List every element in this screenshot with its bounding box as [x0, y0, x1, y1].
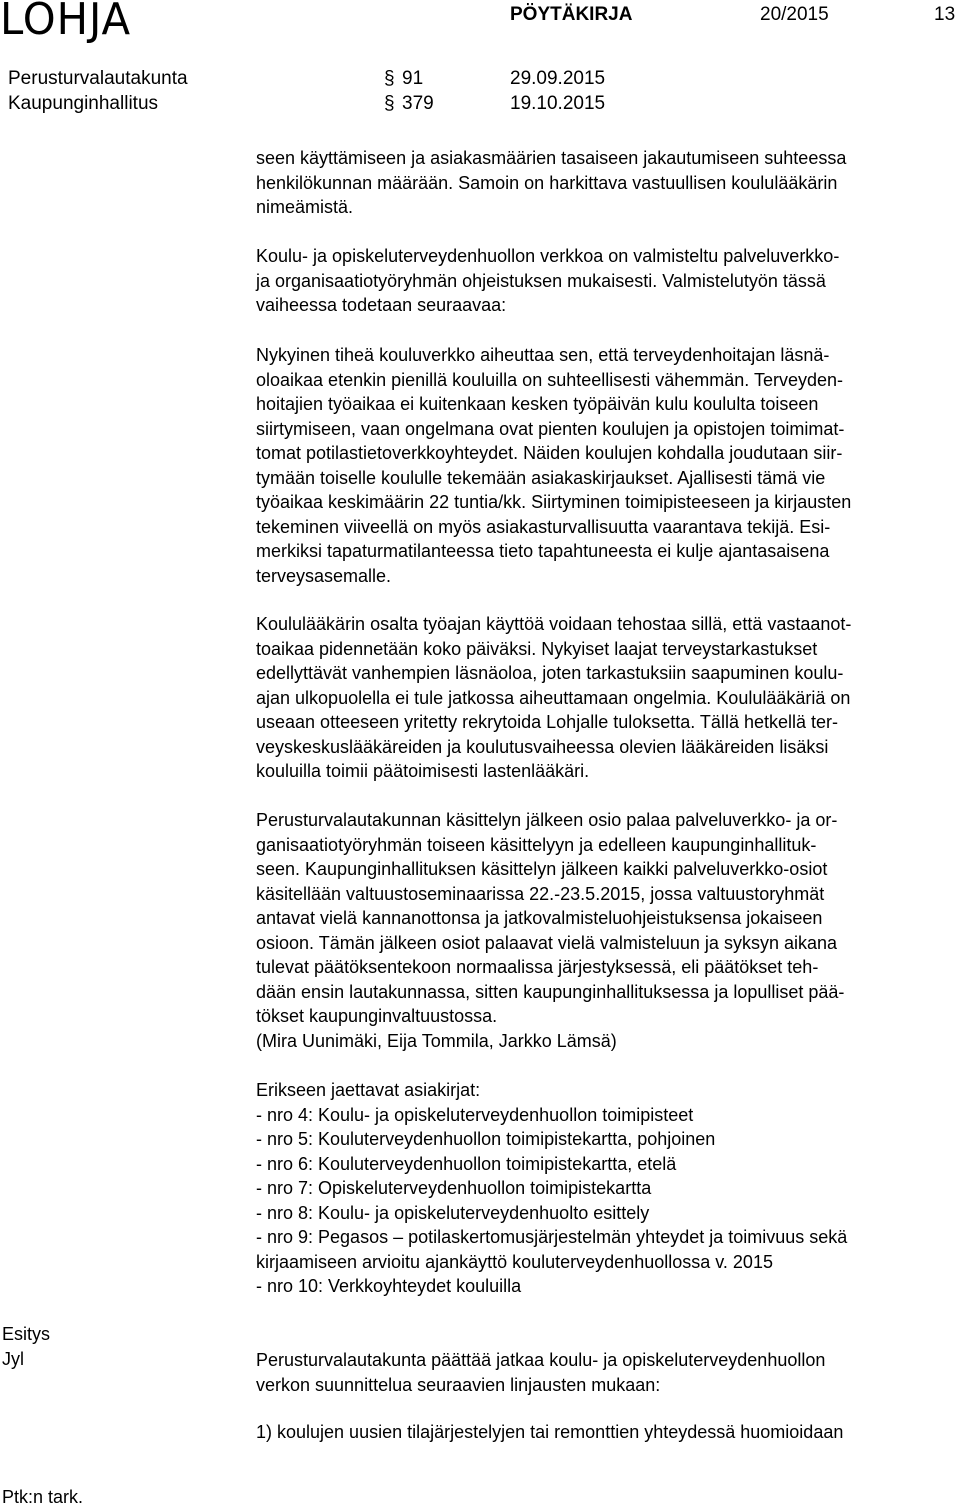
- meeting-date-1: 29.09.2015: [510, 68, 606, 89]
- text-line: seen. Kaupunginhallituksen käsittelyn jälkeen kaikki palveluverkko-osiot: [256, 859, 828, 879]
- list-item: kirjaamiseen arvioitu ajankäyttö kouluterveydenhuollossa v. 2015: [256, 1251, 773, 1272]
- list-item: - nro 4: Koulu- ja opiskeluterveydenhuollon toimipisteet: [256, 1104, 694, 1125]
- meeting-section-2: 379: [402, 93, 434, 114]
- text-line: siirtymiseen, vaan ongelmana ovat pienten koulujen ja opistojen toimimat-: [256, 418, 845, 439]
- text-line: ajan ulkopuolella ei tule jatkossa aiheuttamaan ongelmia. Koululääkäriä on: [256, 687, 851, 708]
- text-line: veyskeskuslääkäreiden ja koulutusvaiheessa olevien lääkäreiden lisäksi: [256, 736, 829, 757]
- text-line: henkilökunnan määrään. Samoin on harkittava vastuullisen koululääkärin: [256, 172, 838, 193]
- meeting-body-1: Perusturvalautakunta: [8, 68, 188, 89]
- text-line: ja organisaatiotyöryhmän ohjeistuksen mukaisesti. Valmistelutyön tässä: [256, 270, 826, 291]
- list-item: - nro 7: Opiskeluterveydenhuollon toimipistekartta: [256, 1178, 652, 1198]
- text-line: useaan otteeseen yritetty rekrytoida Lohjalle tuloksetta. Tällä hetkellä ter-: [256, 712, 838, 732]
- page-number: 13: [934, 4, 956, 25]
- text-line: Perusturvalautakunta päättää jatkaa koulu- ja opiskeluterveydenhuollon: [256, 1350, 826, 1370]
- text-line: oloaikaa etenkin pienillä kouluilla on suhteellisesti vähemmän. Terveyden-: [256, 369, 844, 390]
- text-line: terveysasemalle.: [256, 565, 392, 586]
- text-line: Koululääkärin osalta työajan käyttöä voidaan tehostaa sillä, että vastaanot-: [256, 614, 852, 634]
- paragraph-2: [256, 244, 956, 318]
- text-line: verkon suunnittelua seuraavien linjausten mukaan:: [256, 1374, 661, 1395]
- text-line: ganisaatiotyöryhmän toiseen käsittelyyn ja edelleen kaupunginhallituk-: [256, 834, 817, 855]
- document-number: 20/2015: [760, 4, 829, 25]
- paragraph-4: [256, 612, 956, 784]
- text-line: tymään toiselle koululle tekemään asiakaskirjaukset. Ajallisesti tämä vie: [256, 467, 826, 488]
- paragraph-5: [256, 808, 956, 1053]
- text-line: työaikaa keskimäärin 22 tuntia/kk. Siirtyminen toimipisteeseen ja kirjausten: [256, 492, 852, 512]
- meeting-body-2: Kaupunginhallitus: [8, 93, 159, 114]
- attachments-heading: Erikseen jaettavat asiakirjat:: [256, 1080, 481, 1100]
- attachments-list: [256, 1078, 956, 1299]
- text-line: seen käyttämiseen ja asiakasmäärien tasaiseen jakautumiseen suhteessa: [256, 148, 847, 168]
- list-item: - nro 6: Kouluterveydenhuollon toimipistekartta, etelä: [256, 1153, 677, 1174]
- minutes-check-label: Ptk:n tark.: [2, 1487, 84, 1507]
- proposal-label: Esitys: [2, 1324, 51, 1344]
- text-line: dään ensin lautakunnassa, sitten kaupunginhallituksessa ja lopulliset pää-: [256, 981, 845, 1002]
- logo: LOHJA: [0, 0, 132, 45]
- text-line: tekeminen viiveellä on myös asiakasturvallisuutta vaarantava tekijä. Esi-: [256, 516, 831, 537]
- proposal-text: [256, 1348, 956, 1397]
- text-line: tomat potilastietoverkkoyhteydet. Näiden koulujen kohdalla joudutaan siir-: [256, 443, 843, 463]
- section-symbol-icon: §: [384, 93, 395, 114]
- document-type: PÖYTÄKIRJA: [510, 4, 633, 25]
- proposal-item-1: [256, 1420, 956, 1445]
- meeting-date-2: 19.10.2015: [510, 93, 606, 114]
- list-item: - nro 10: Verkkoyhteydet kouluilla: [256, 1276, 522, 1296]
- text-line: edellyttävät vanhempien läsnäoloa, joten tarkastuksiin saapuminen koulu-: [256, 663, 844, 683]
- text-line: Koulu- ja opiskeluterveydenhuollon verkkoa on valmisteltu palveluverkko-: [256, 246, 840, 266]
- text-line: 1) koulujen uusien tilajärjestelyjen tai remonttien yhteydessä huomioidaan: [256, 1422, 844, 1442]
- text-line: toaikaa pidennetään koko päiväksi. Nykyiset laajat terveystarkastukset: [256, 638, 818, 659]
- presenter-label: Jyl: [2, 1349, 24, 1369]
- text-line: osioon. Tämän jälkeen osiot palaavat vielä valmisteluun ja syksyn aikana: [256, 932, 837, 953]
- text-line: käsitellään valtuustoseminaarissa 22.-23.5.2015, jossa valtuustoryhmät: [256, 883, 825, 904]
- meeting-section-1: 91: [402, 68, 424, 89]
- text-line: tökset kaupunginvaltuustossa.: [256, 1006, 498, 1026]
- text-line: Nykyinen tiheä kouluverkko aiheuttaa sen, että terveydenhoitajan läsnä-: [256, 345, 830, 365]
- text-line: vaiheessa todetaan seuraavaa:: [256, 295, 507, 315]
- text-line: hoitajien työaikaa ei kuitenkaan kesken työpäivän kulu koululta toiseen: [256, 394, 819, 414]
- paragraph-3: [256, 343, 956, 588]
- paragraph-1: [256, 146, 956, 220]
- text-line: merkiksi tapaturmatilanteessa tieto tapahtuneesta ei kulje ajantasaisena: [256, 541, 830, 561]
- text-line: nimeämistä.: [256, 197, 354, 217]
- list-item: - nro 9: Pegasos – potilaskertomusjärjestelmän yhteydet ja toimivuus sekä: [256, 1227, 848, 1247]
- text-line: kouluilla toimii päätoimisesti lastenlääkäri.: [256, 761, 590, 781]
- text-line: Perusturvalautakunnan käsittelyn jälkeen osio palaa palveluverkko- ja or-: [256, 810, 838, 830]
- text-line: antavat vielä kannanottonsa ja jatkovalmisteluohjeistuksensa jokaiseen: [256, 908, 823, 928]
- text-line: tulevat päätöksentekoon normaalissa järjestyksessä, eli päätökset teh-: [256, 957, 819, 977]
- section-symbol-icon: §: [384, 68, 395, 89]
- text-line: (Mira Uunimäki, Eija Tommila, Jarkko Lämsä): [256, 1030, 617, 1051]
- list-item: - nro 5: Kouluterveydenhuollon toimipistekartta, pohjoinen: [256, 1129, 716, 1149]
- list-item: - nro 8: Koulu- ja opiskeluterveydenhuolto esittely: [256, 1202, 650, 1223]
